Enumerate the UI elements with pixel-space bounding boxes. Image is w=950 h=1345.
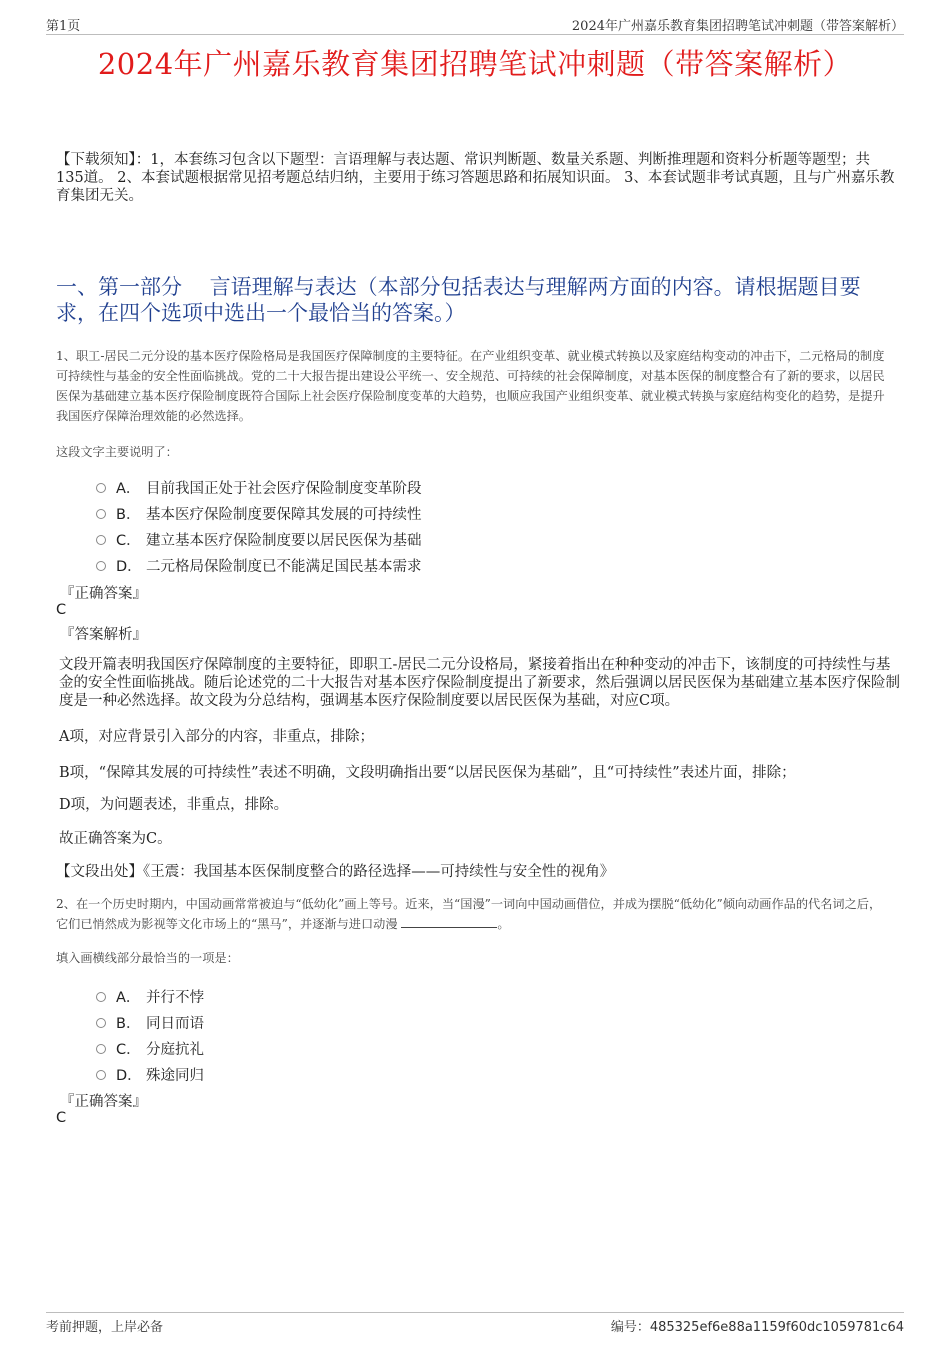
radio-icon[interactable]: [96, 483, 106, 493]
q1-answer-label: 『正确答案』: [60, 586, 147, 602]
q2-stem: 2、在一个历史时期内，中国动画常常被迫与“低幼化”画上等号。近来，当“国漫”一词向中国动画借位，并成为摆脱“低幼化”倾向动画作品的代名词之后，它们已悄然成为影视等文化市场上的“黑马”，并逐渐与进口动漫 。: [56, 897, 882, 931]
q1-option-a[interactable]: A． 目前我国正处于社会医疗保险制度变革阶段: [96, 477, 422, 497]
radio-icon[interactable]: [96, 1018, 106, 1028]
q2-answer-label: 『正确答案』: [60, 1094, 147, 1110]
q1-analysis: 文段开篇表明我国医疗保障制度的主要特征，即职工-居民二元分设格局，紧接着指出在种种变动的冲击下，该制度的可持续性与基金的安全性面临挑战。随后论述党的二十大报告对基本医疗保险制度提出了新要求，然后强调以居民医保为基础建立基本医疗保险制度是一种必然选择。故文段为分总结构，强调基本医疗保险制度要以居民医保为基础，对应C项。: [59, 657, 900, 709]
download-notice: 【下载须知】：1，本套练习包含以下题型：言语理解与表达题、常识判断题、数量关系题、判断推理题和资料分析题等题型；共135道。 2、本套试题根据常见招考题总结归纳，主要用于练习答题思路和拓展知识面。 3、本套试题非考试真题，且与广州嘉乐教育集团无关。: [56, 152, 895, 204]
q2-answer: C: [56, 1110, 67, 1126]
q1-conclusion: 故正确答案为C。: [59, 831, 172, 847]
radio-icon[interactable]: [96, 992, 106, 1002]
q1-line-d: D项，为问题表述，非重点，排除。: [59, 797, 289, 813]
radio-icon[interactable]: [96, 1044, 106, 1054]
radio-icon[interactable]: [96, 535, 106, 545]
q1-answer: C: [56, 602, 67, 618]
q2-option-c[interactable]: C． 分庭抗礼: [96, 1038, 204, 1058]
q1-analysis-label: 『答案解析』: [60, 627, 147, 643]
q1-stem: 1、职工-居民二元分设的基本医疗保险格局是我国医疗保障制度的主要特征。在产业组织变革、就业模式转换以及家庭结构变动的冲击下，二元格局的制度可持续性与基金的安全性面临挑战。党的二十大报告提出建设公平统一、安全规范、可持续的社会保障制度，对基本医保的制度整合有了新的要求，以居民医保为基础建立基本医疗保险制度既符合国际上社会医疗保险制度变革的大趋势，也顺应我国产业组织变革、就业模式转换与家庭结构变化的趋势，是提升我国医疗保障治理效能的必然选择。: [56, 349, 885, 423]
answer-blank: [401, 915, 497, 928]
q2-prompt: 填入画横线部分最恰当的一项是：: [56, 951, 239, 965]
footer-code: 编号：485325ef6e88a1159f60dc1059781c64: [610, 1320, 904, 1335]
radio-icon[interactable]: [96, 561, 106, 571]
q2-option-a[interactable]: A． 并行不悖: [96, 986, 204, 1006]
q1-option-d[interactable]: D． 二元格局保险制度已不能满足国民基本需求: [96, 555, 422, 575]
q1-option-b[interactable]: B． 基本医疗保险制度要保障其发展的可持续性: [96, 503, 422, 523]
q1-source: 【文段出处】《王震：我国基本医保制度整合的路径选择——可持续性与安全性的视角》: [56, 864, 615, 880]
q1-option-c[interactable]: C． 建立基本医疗保险制度要以居民医保为基础: [96, 529, 422, 549]
section-heading: 一、第一部分 言语理解与表达（本部分包括表达与理解两方面的内容。请根据题目要求，在四个选项中选出一个最恰当的答案。）: [56, 275, 861, 325]
q1-line-b: B项，“保障其发展的可持续性”表述不明确，文段明确指出要“以居民医保为基础”，且“可持续性”表述片面，排除；: [59, 765, 796, 781]
page-footer: [46, 1312, 904, 1335]
footer-slogan: 考前押题，上岸必备: [46, 1320, 164, 1335]
page-title: 2024年广州嘉乐教育集团招聘笔试冲刺题（带答案解析）: [97, 47, 853, 81]
q2-option-b[interactable]: B． 同日而语: [96, 1012, 204, 1032]
radio-icon[interactable]: [96, 509, 106, 519]
radio-icon[interactable]: [96, 1070, 106, 1080]
page-number: 第1页: [46, 19, 81, 34]
q1-prompt: 这段文字主要说明了：: [56, 445, 178, 459]
q2-option-d[interactable]: D． 殊途同归: [96, 1064, 204, 1084]
header-doc-title: 2024年广州嘉乐教育集团招聘笔试冲刺题（带答案解析）: [571, 19, 904, 34]
q1-line-a: A项，对应背景引入部分的内容，非重点，排除；: [59, 729, 374, 745]
page-header: [46, 12, 904, 35]
